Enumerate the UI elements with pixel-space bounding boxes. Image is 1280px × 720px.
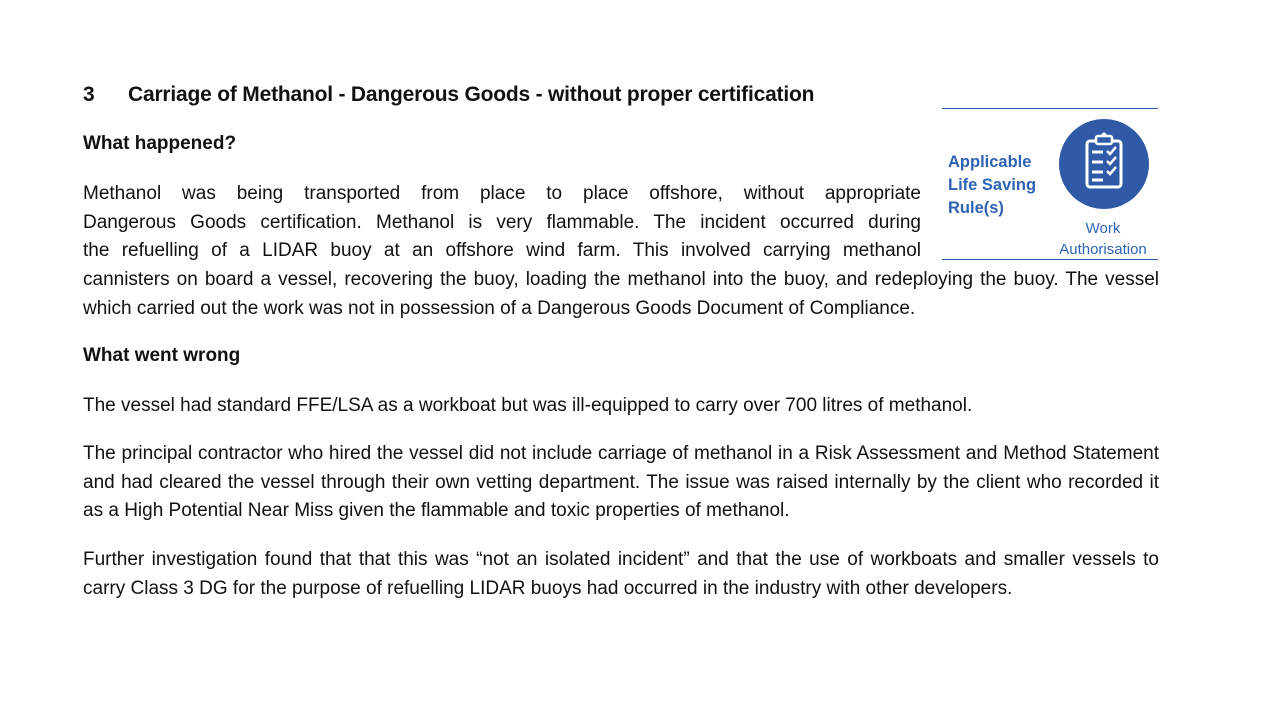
what-happened-heading: What happened? — [83, 133, 237, 154]
section-number: 3 — [83, 83, 95, 106]
life-saving-rules-box — [942, 107, 1158, 261]
what-went-wrong-para-2: The principal contractor who hired the vessel did not include carriage of methanol in a Risk Assessment and Method Statement and had cleared the vessel through their own vetting department. The issue was raised internally by the client who recorded it as a High Potential Near Miss given the flammable and toxic properties of methanol. — [83, 443, 1159, 521]
lsr-bottom-divider — [942, 259, 1158, 260]
what-happened-line-1: Methanol was being transported from place to place offshore, without appropriate — [83, 183, 921, 204]
lsr-caption-line-2: Authorisation — [1059, 241, 1147, 258]
lsr-top-divider — [942, 108, 1158, 109]
section-heading — [83, 81, 933, 109]
what-happened-line-2: Dangerous Goods certification. Methanol is very flammable. The incident occurred during — [83, 211, 921, 233]
clipboard-checklist-icon — [1059, 119, 1149, 209]
lsr-title-line-2: Life Saving — [948, 176, 1037, 194]
what-went-wrong-para-1: The vessel had standard FFE/LSA as a workboat but was ill-equipped to carry over 700 litres of methanol. — [83, 395, 973, 416]
what-went-wrong-para-3: Further investigation found that that this was “not an isolated incident” and that the use of workboats and smaller vessels to carry Class 3 DG for the purpose of refuelling LIDAR buoys had occurred in the industry with other developers. — [83, 549, 1159, 599]
what-happened-continuation: cannisters on board a vessel, recovering the buoy, loading the methanol into the buoy, and redeploying the buoy. The vessel which carried out the work was not in possession of a Dangerous Goods Document of Compliance. — [83, 269, 1159, 319]
lsr-caption-line-1: Work — [1085, 220, 1121, 237]
lsr-title-line-1: Applicable — [948, 153, 1032, 171]
lsr-title — [948, 151, 1058, 220]
what-went-wrong-heading: What went wrong — [83, 345, 241, 366]
what-happened-line-3: the refuelling of a LIDAR buoy at an offshore wind farm. This involved carrying methanol — [83, 240, 921, 261]
lsr-title-line-3: Rule(s) — [948, 199, 1004, 217]
lsr-caption — [1048, 218, 1158, 260]
section-title: Carriage of Methanol - Dangerous Goods - without proper certification — [128, 83, 815, 106]
